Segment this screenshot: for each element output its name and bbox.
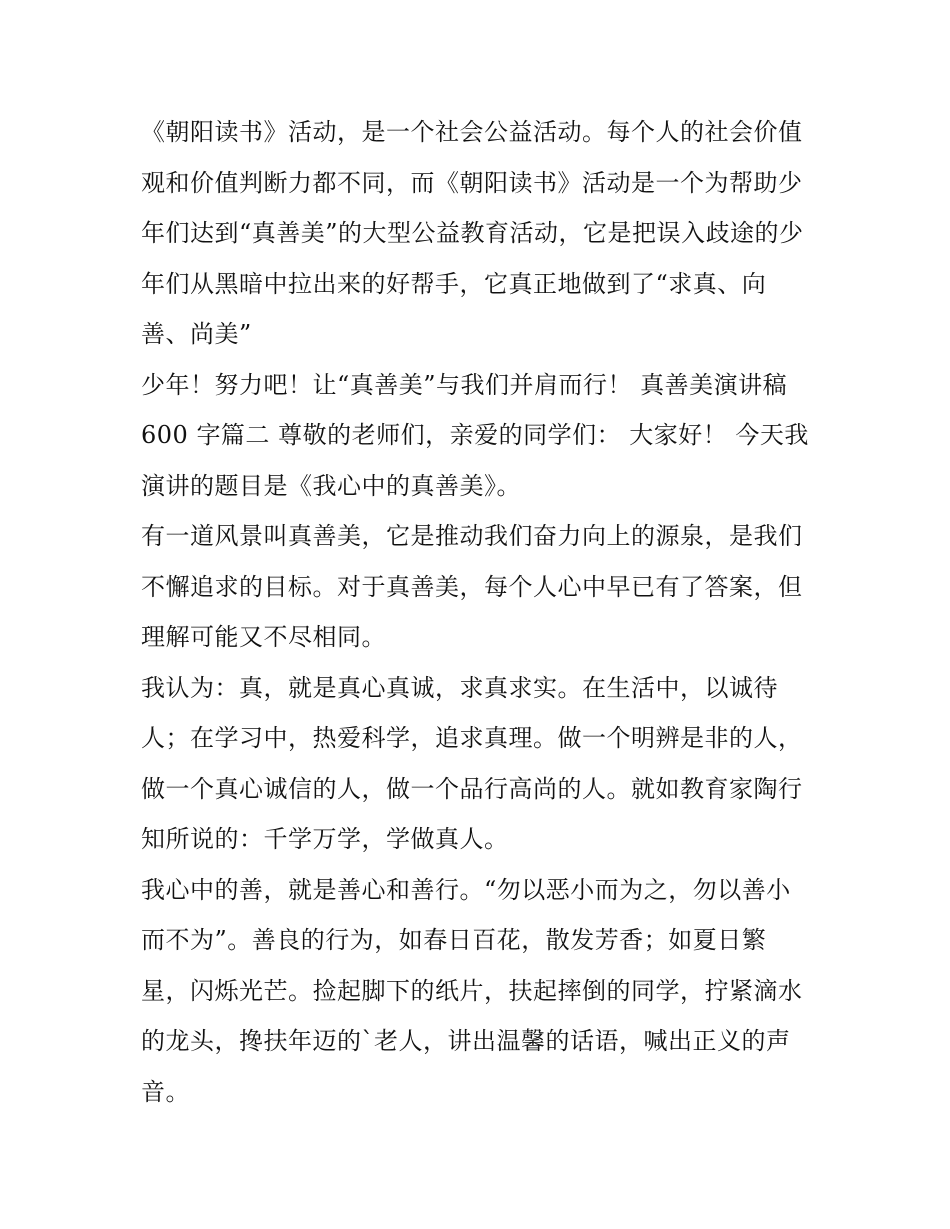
text-line: 人；在学习中，热爱科学，追求真理。做一个明辨是非的人， (141, 724, 803, 752)
text-line: 演讲的题目是《我心中的真善美》。 (141, 471, 521, 500)
document-body (141, 107, 816, 1117)
text-line: 音。 (141, 1077, 190, 1106)
text-line: 我认为：真，就是真心真诚，求真求实。在生活中，以诚待 (141, 673, 778, 702)
text-line: 有一道风景叫真善美，它是推动我们奋力向上的源泉，是我们 (141, 522, 803, 550)
text-line: 善、尚美” (141, 320, 252, 348)
text-line: 做一个真心诚信的人，做一个品行高尚的人。就如教育家陶行 (141, 774, 803, 803)
text-line: 不懈追求的目标。对于真善美，每个人心中早已有了答案，但 (141, 572, 803, 601)
text-line: 《朝阳读书》活动，是一个社会公益活动。每个人的社会价值 (141, 118, 803, 146)
text-line: 观和价值判断力都不同，而《朝阳读书》活动是一个为帮助少 (141, 168, 803, 197)
text-line: 星，闪烁光芒。捡起脚下的纸片，扶起摔倒的同学，拧紧滴水 (141, 976, 803, 1005)
text-line: 少年！努力吧！让“真善美”与我们并肩而行！ 真善美演讲稿 (141, 370, 788, 399)
text-line: 600 字篇二 尊敬的老师们，亲爱的同学们： 大家好！ 今天我 (141, 421, 809, 449)
text-line: 知所说的：千学万学，学做真人。 (141, 825, 509, 853)
text-line: 理解可能又不尽相同。 (141, 623, 386, 651)
text-line: 而不为”。善良的行为，如春日百花，散发芳香；如夏日繁 (141, 926, 767, 954)
text-line: 的龙头，搀扶年迈的`老人，讲出温馨的话语，喊出正义的声 (141, 1027, 791, 1055)
text-line: 我心中的善，就是善心和善行。“勿以恶小而为之，勿以善小 (141, 875, 791, 904)
text-line: 年们达到“真善美”的大型公益教育活动，它是把误入歧途的少 (141, 219, 804, 247)
text-line: 年们从黑暗中拉出来的好帮手，它真正地做到了“求真、向 (141, 269, 767, 298)
